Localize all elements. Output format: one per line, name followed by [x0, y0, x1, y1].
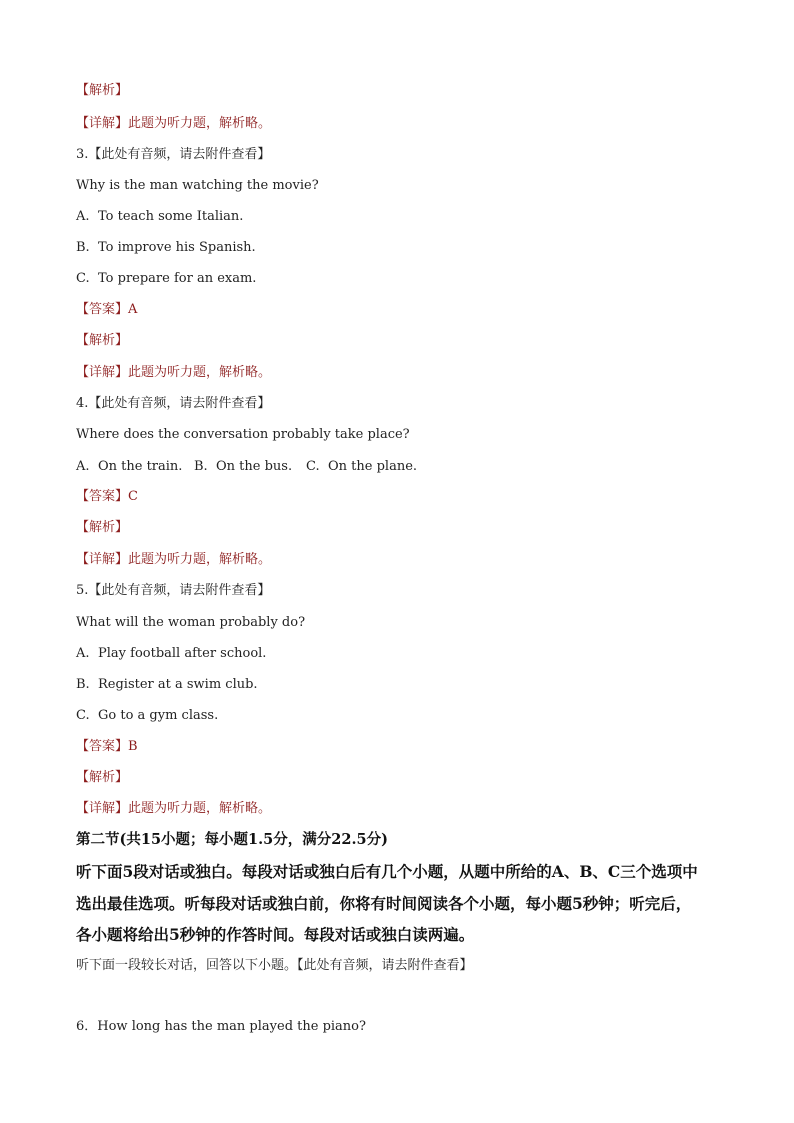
option-text: To prepare for an exam.	[98, 271, 257, 286]
q5-option-b	[76, 676, 258, 694]
q4-option-b	[194, 458, 306, 476]
q4-option-c	[306, 458, 417, 476]
q3-option-a	[76, 208, 243, 226]
section-2-title: 第二节(共15小题；每小题1.5分，满分22.5分)	[76, 831, 388, 848]
option-letter: A.	[76, 646, 90, 661]
question-6-text: 6．How long has the man played the piano?	[76, 1019, 366, 1034]
option-letter: B.	[76, 677, 90, 692]
section-2-note: 听下面一段较长对话，回答以下小题。【此处有音频，请去附件查看】	[76, 958, 473, 973]
question-4-text: Where does the conversation probably take place?	[76, 427, 410, 442]
option-letter: A.	[76, 459, 90, 474]
q4-answer: 【答案】C	[76, 489, 138, 504]
q3-option-c	[76, 270, 256, 288]
question-5-text: What will the woman probably do?	[76, 615, 306, 630]
question-3-text: Why is the man watching the movie?	[76, 178, 319, 193]
q4-option-a	[76, 458, 194, 476]
q3-answer: 【答案】A	[76, 302, 138, 317]
q3-analysis: 【解析】	[76, 333, 129, 348]
q5-analysis: 【解析】	[76, 770, 129, 785]
option-letter: B.	[76, 240, 90, 255]
analysis-label: 【解析】	[76, 83, 129, 98]
q5-option-a	[76, 645, 266, 663]
option-letter: C.	[76, 708, 90, 723]
option-text: To improve his Spanish.	[98, 240, 256, 255]
section-2-instruction-line-3: 各小题将给出5秒钟的作答时间。每段对话或独白读两遍。	[76, 925, 475, 944]
option-text: On the bus.	[216, 459, 293, 474]
detail-text: 【详解】此题为听力题，解析略。	[76, 116, 272, 131]
question-3-header: 3.【此处有音频，请去附件查看】	[76, 147, 271, 162]
question-4-header: 4.【此处有音频，请去附件查看】	[76, 396, 271, 411]
option-letter: B.	[194, 459, 208, 474]
option-text: Register at a swim club.	[98, 677, 258, 692]
q5-option-c	[76, 707, 218, 725]
question-5-header: 5.【此处有音频，请去附件查看】	[76, 583, 271, 598]
q5-answer: 【答案】B	[76, 739, 138, 754]
q4-detail: 【详解】此题为听力题，解析略。	[76, 552, 272, 567]
option-text: Play football after school.	[98, 646, 267, 661]
q3-detail: 【详解】此题为听力题，解析略。	[76, 365, 272, 380]
option-text: On the plane.	[328, 459, 418, 474]
section-2-instruction-line-1: 听下面5段对话或独白。每段对话或独白后有几个小题，从题中所给的A、B、C三个选项中	[76, 862, 698, 881]
option-text: Go to a gym class.	[98, 708, 219, 723]
option-letter: A.	[76, 209, 90, 224]
option-text: To teach some Italian.	[98, 209, 244, 224]
option-text: On the train.	[98, 459, 183, 474]
q4-analysis: 【解析】	[76, 520, 129, 535]
option-letter: C.	[76, 271, 90, 286]
q5-detail: 【详解】此题为听力题，解析略。	[76, 801, 272, 816]
q3-option-b	[76, 239, 256, 257]
section-2-instruction-line-2: 选出最佳选项。听每段对话或独白前，你将有时间阅读各个小题，每小题5秒钟；听完后，	[76, 894, 692, 913]
q4-options	[76, 458, 417, 476]
option-letter: C.	[306, 459, 320, 474]
